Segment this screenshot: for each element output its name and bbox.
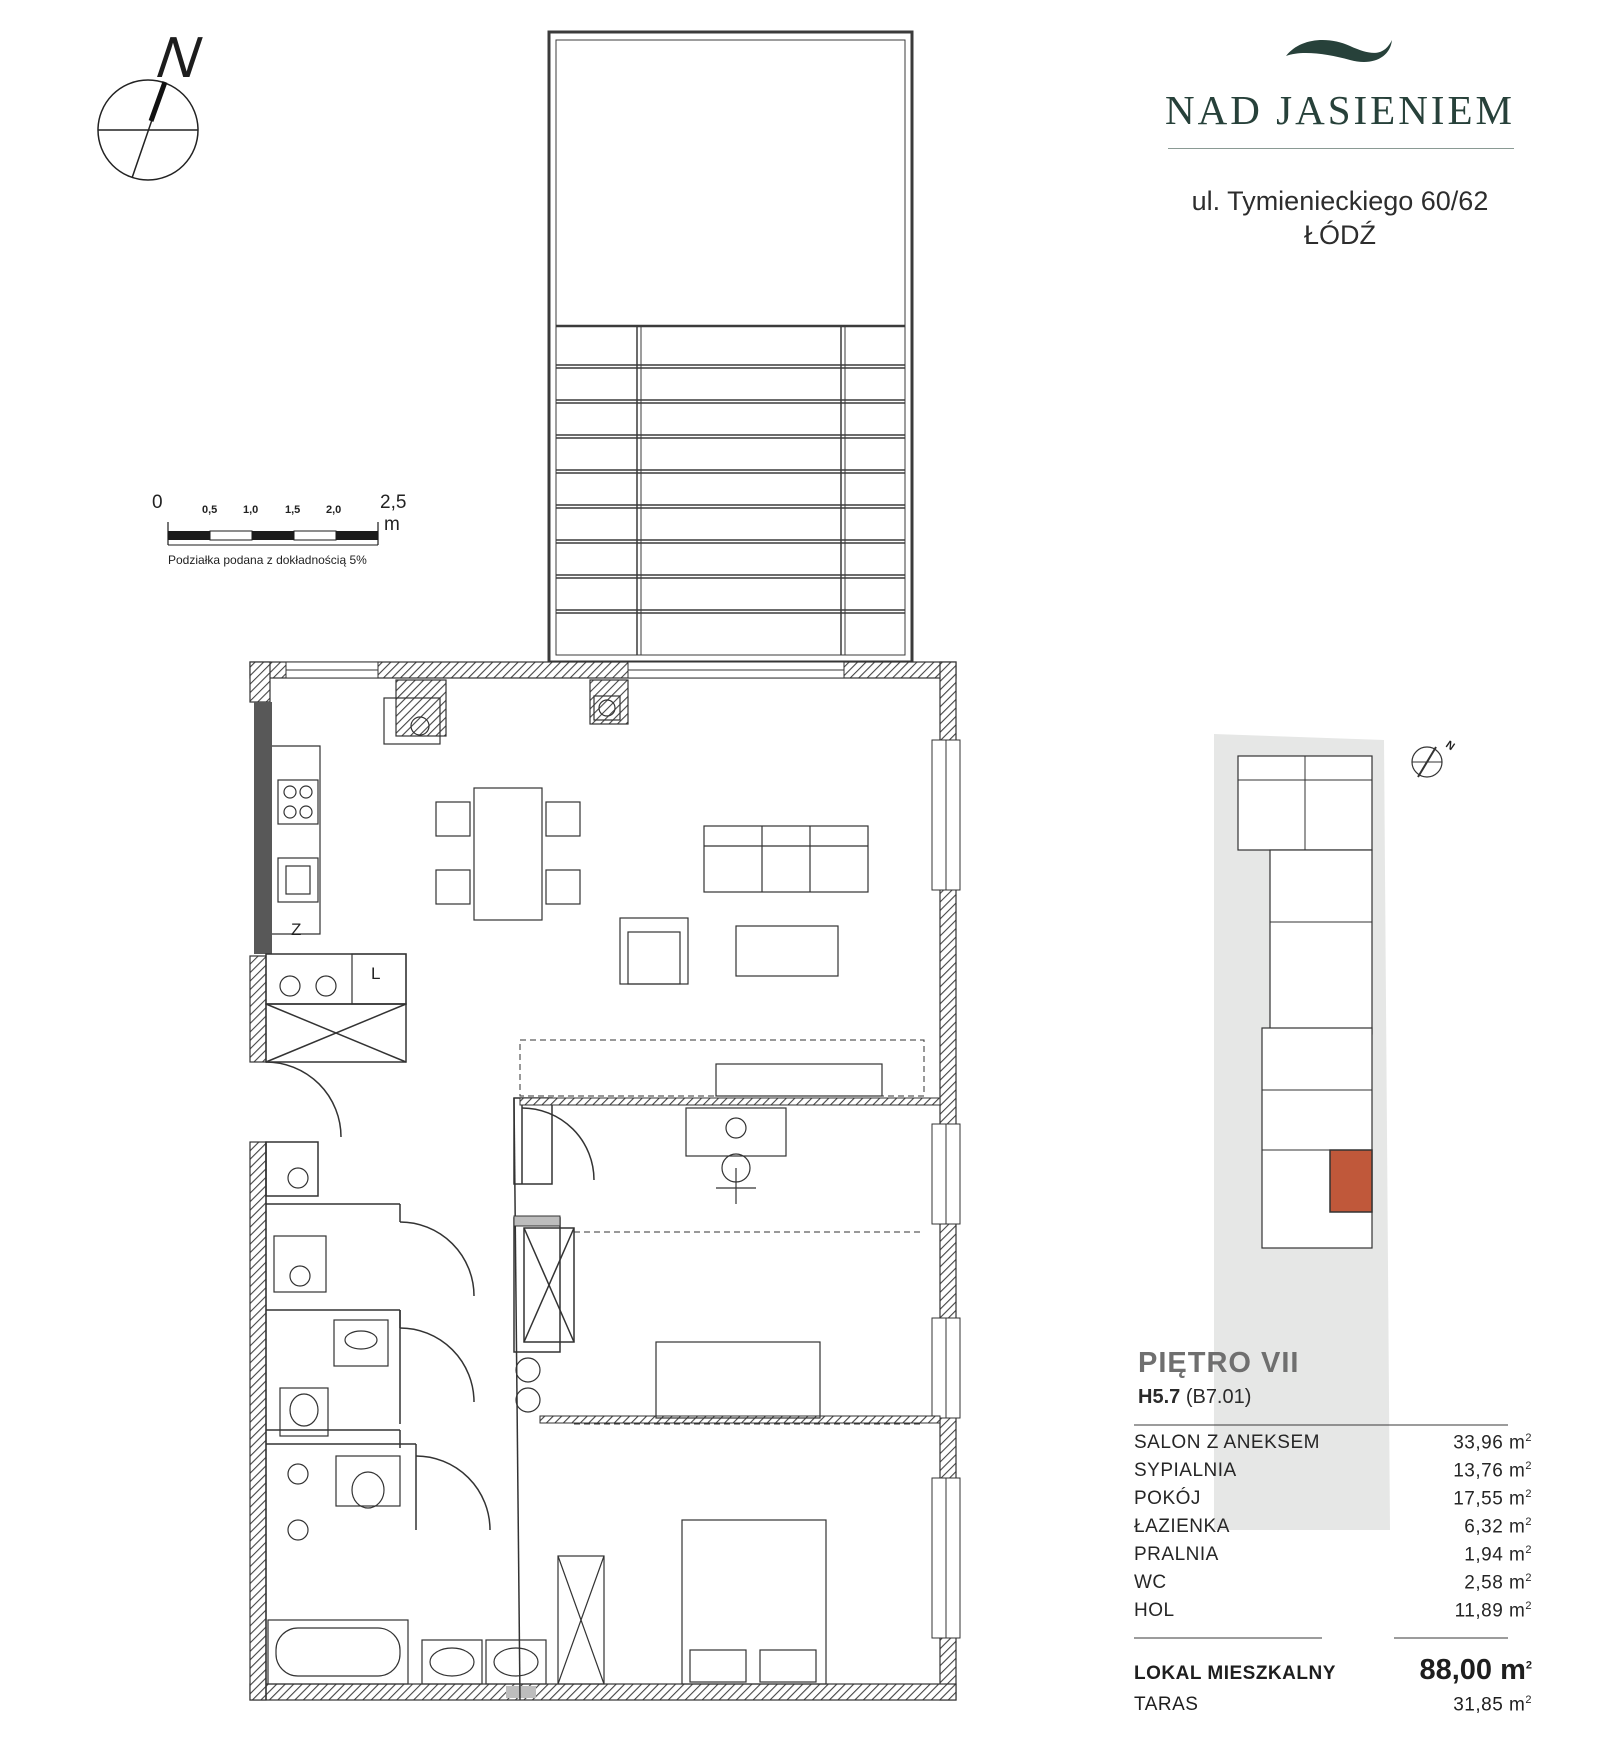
scale-note: Podziałka podana z dokładnością 5% bbox=[168, 553, 367, 567]
total-area bbox=[1419, 1654, 1532, 1687]
room-name: POKÓJ bbox=[1134, 1488, 1201, 1509]
exterior-walls bbox=[250, 662, 956, 1700]
room-name: ŁAZIENKA bbox=[1134, 1516, 1230, 1537]
double-bed bbox=[558, 1520, 826, 1684]
site-key-plan bbox=[1214, 734, 1442, 1530]
single-bed bbox=[656, 1342, 820, 1418]
unit-code bbox=[1138, 1386, 1251, 1409]
list-item bbox=[1134, 1488, 1532, 1516]
room-area bbox=[1453, 1432, 1532, 1460]
highlighted-unit bbox=[1330, 1150, 1372, 1212]
area-unit-sup: 2 bbox=[1525, 1488, 1532, 1500]
list-item bbox=[1134, 1572, 1532, 1600]
area-value: 6,32 m bbox=[1464, 1516, 1526, 1538]
total-area-unit-sup: 2 bbox=[1525, 1659, 1532, 1672]
scale-tick-4: 2,0 bbox=[326, 504, 342, 516]
area-value: 17,55 m bbox=[1453, 1488, 1526, 1510]
room-name: SALON Z ANEKSEM bbox=[1134, 1432, 1320, 1453]
area-value: 11,89 m bbox=[1454, 1600, 1526, 1622]
room-dividers bbox=[514, 1098, 940, 1423]
total-area-value: 88,00 m bbox=[1419, 1654, 1526, 1686]
scale-tick-3: 1,5 bbox=[285, 504, 301, 516]
interior-walls bbox=[266, 954, 594, 1700]
room-area-list bbox=[1134, 1432, 1532, 1628]
area-unit-sup: 2 bbox=[1525, 1516, 1532, 1528]
sofa bbox=[620, 826, 868, 984]
logo-leaf-icon bbox=[1286, 40, 1392, 62]
address bbox=[1160, 184, 1520, 252]
area-unit-sup: 2 bbox=[1525, 1572, 1532, 1584]
area-unit-sup: 2 bbox=[1525, 1544, 1532, 1556]
list-item bbox=[1134, 1432, 1532, 1460]
room-area bbox=[1464, 1544, 1532, 1572]
list-item bbox=[1134, 1516, 1532, 1544]
scale-unit: m bbox=[384, 514, 400, 535]
wall-kitchen bbox=[254, 702, 272, 954]
terrace-label: TARAS bbox=[1134, 1694, 1199, 1715]
area-value: 2,58 m bbox=[1464, 1572, 1526, 1594]
terrace-area-value: 31,85 m bbox=[1453, 1694, 1526, 1716]
scale-tick-2: 1,0 bbox=[243, 504, 259, 516]
list-item bbox=[1134, 1600, 1532, 1628]
key-plan-north-label: N bbox=[1443, 738, 1457, 754]
list-item bbox=[1134, 1544, 1532, 1572]
unit-code-number: H5.7 bbox=[1138, 1386, 1181, 1408]
room-area bbox=[1464, 1572, 1532, 1600]
scale-tick-1: 0,5 bbox=[202, 504, 218, 516]
kitchen-counter bbox=[272, 746, 406, 1004]
address-street: ul. Tymienieckiego 60/62 bbox=[1191, 186, 1489, 216]
room-area bbox=[1453, 1460, 1532, 1488]
dining-set bbox=[436, 788, 580, 920]
room-name: WC bbox=[1134, 1572, 1167, 1593]
terrace-area-unit-sup: 2 bbox=[1525, 1694, 1532, 1706]
desk bbox=[686, 1064, 882, 1204]
scale-tick-0: 0 bbox=[152, 492, 163, 513]
scale-bar bbox=[168, 522, 378, 545]
area-value: 1,94 m bbox=[1464, 1544, 1526, 1566]
total-label: LOKAL MIESZKALNY bbox=[1134, 1663, 1336, 1684]
bathroom-fixtures bbox=[268, 1236, 546, 1684]
total-area-row bbox=[1134, 1654, 1532, 1687]
area-unit-sup: 2 bbox=[1525, 1432, 1532, 1444]
brand-name: NAD JASIENIEM bbox=[1165, 87, 1515, 133]
terrace-area bbox=[1453, 1694, 1532, 1716]
terrace bbox=[549, 32, 912, 662]
room-area bbox=[1455, 1600, 1532, 1628]
room-area bbox=[1464, 1516, 1532, 1544]
area-value: 33,96 m bbox=[1453, 1432, 1526, 1454]
north-arrow-icon bbox=[98, 80, 198, 180]
unit-code-building: (B7.01) bbox=[1185, 1386, 1252, 1408]
room-name: HOL bbox=[1134, 1600, 1175, 1621]
area-unit-sup: 2 bbox=[1525, 1600, 1532, 1612]
floor-title: PIĘTRO VII bbox=[1138, 1347, 1300, 1379]
fridge-label: Z bbox=[291, 920, 302, 939]
room-area bbox=[1453, 1488, 1532, 1516]
room-name: PRALNIA bbox=[1134, 1544, 1219, 1565]
north-label: N bbox=[153, 25, 205, 90]
list-item bbox=[1134, 1460, 1532, 1488]
brand-divider bbox=[1168, 148, 1514, 149]
area-value: 13,76 m bbox=[1453, 1460, 1526, 1482]
ducts bbox=[280, 696, 620, 1540]
scale-tick-5: 2,5 bbox=[380, 492, 407, 513]
windows bbox=[286, 662, 960, 1698]
terrace-area-row bbox=[1134, 1694, 1532, 1716]
area-unit-sup: 2 bbox=[1525, 1460, 1532, 1472]
room-name: SYPIALNIA bbox=[1134, 1460, 1237, 1481]
wardrobe-label: L bbox=[371, 964, 381, 983]
address-city: ŁÓDŹ bbox=[1303, 220, 1376, 250]
